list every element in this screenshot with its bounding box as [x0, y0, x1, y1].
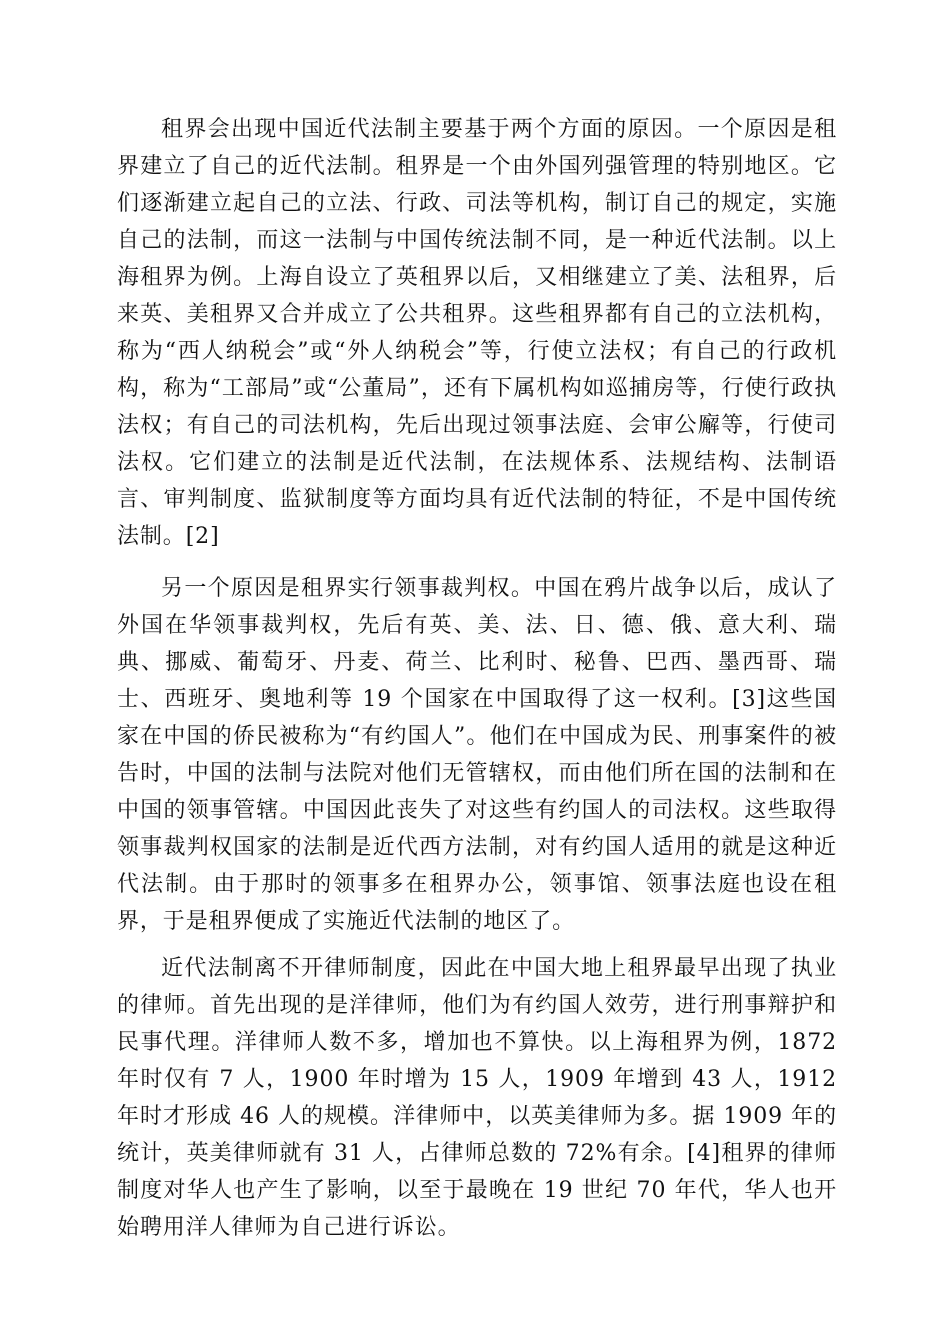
- paragraph-concession-legal-system: 租界会出现中国近代法制主要基于两个方面的原因。一个原因是租界建立了自己的近代法制。租界是一个由外国列强管理的特别地区。它们逐渐建立起自己的立法、行政、司法等机构，制订自己的规定，实施自己的法制，而这一法制与中国传统法制不同，是一种近代法制。以上海租界为例。上海自设立了英租界以后，又相继建立了美、法租界，后来英、美租界又合并成立了公共租界。这些租界都有自己的立法机构，称为“西人纳税会”或“外人纳税会”等，行使立法权；有自己的行政机构，称为“工部局”或“公董局”，还有下属机构如巡捕房等，行使行政执法权；有自己的司法机构，先后出现过领事法庭、会审公廨等，行使司法权。它们建立的法制是近代法制，在法规体系、法规结构、法制语言、审判制度、监狱制度等方面均具有近代法制的特征，不是中国传统法制。[2]: [117, 117, 837, 549]
- paragraph-consular-jurisdiction: 另一个原因是租界实行领事裁判权。中国在鸦片战争以后，成认了外国在华领事裁判权，先后有英、美、法、日、德、俄、意大利、瑞典、挪威、葡萄牙、丹麦、荷兰、比利时、秘鲁、巴西、墨西哥、瑞士、西班牙、奥地利等 19 个国家在中国取得了这一权利。[3]这些国家在中国的侨民被称为“有约国人”。他们在中国成为民、刑事案件的被告时，中国的法制与法院对他们无管辖权，而由他们所在国的法制和在中国的领事管辖。中国因此丧失了对这些有约国人的司法权。这些取得领事裁判权国家的法制是近代西方法制，对有约国人适用的就是这种近代法制。由于那时的领事多在租界办公，领事馆、领事法庭也设在租界，于是租界便成了实施近代法制的地区了。: [117, 576, 837, 934]
- paragraph-lawyer-system: 近代法制离不开律师制度，因此在中国大地上租界最早出现了执业的律师。首先出现的是洋律师，他们为有约国人效劳，进行刑事辩护和民事代理。洋律师人数不多，增加也不算快。以上海租界为例，1872 年时仅有 7 人，1900 年时增为 15 人，1909 年增到 43 人，1912 年时才形成 46 人的规模。洋律师中，以英美律师为多。据 1909 年的统计，英美律师就有 31 人，占律师总数的 72%有余。[4]租界的律师制度对华人也产生了影响，以至于最晚在 19 世纪 70 年代，华人也开始聘用洋人律师为自己进行诉讼。: [117, 956, 837, 1240]
